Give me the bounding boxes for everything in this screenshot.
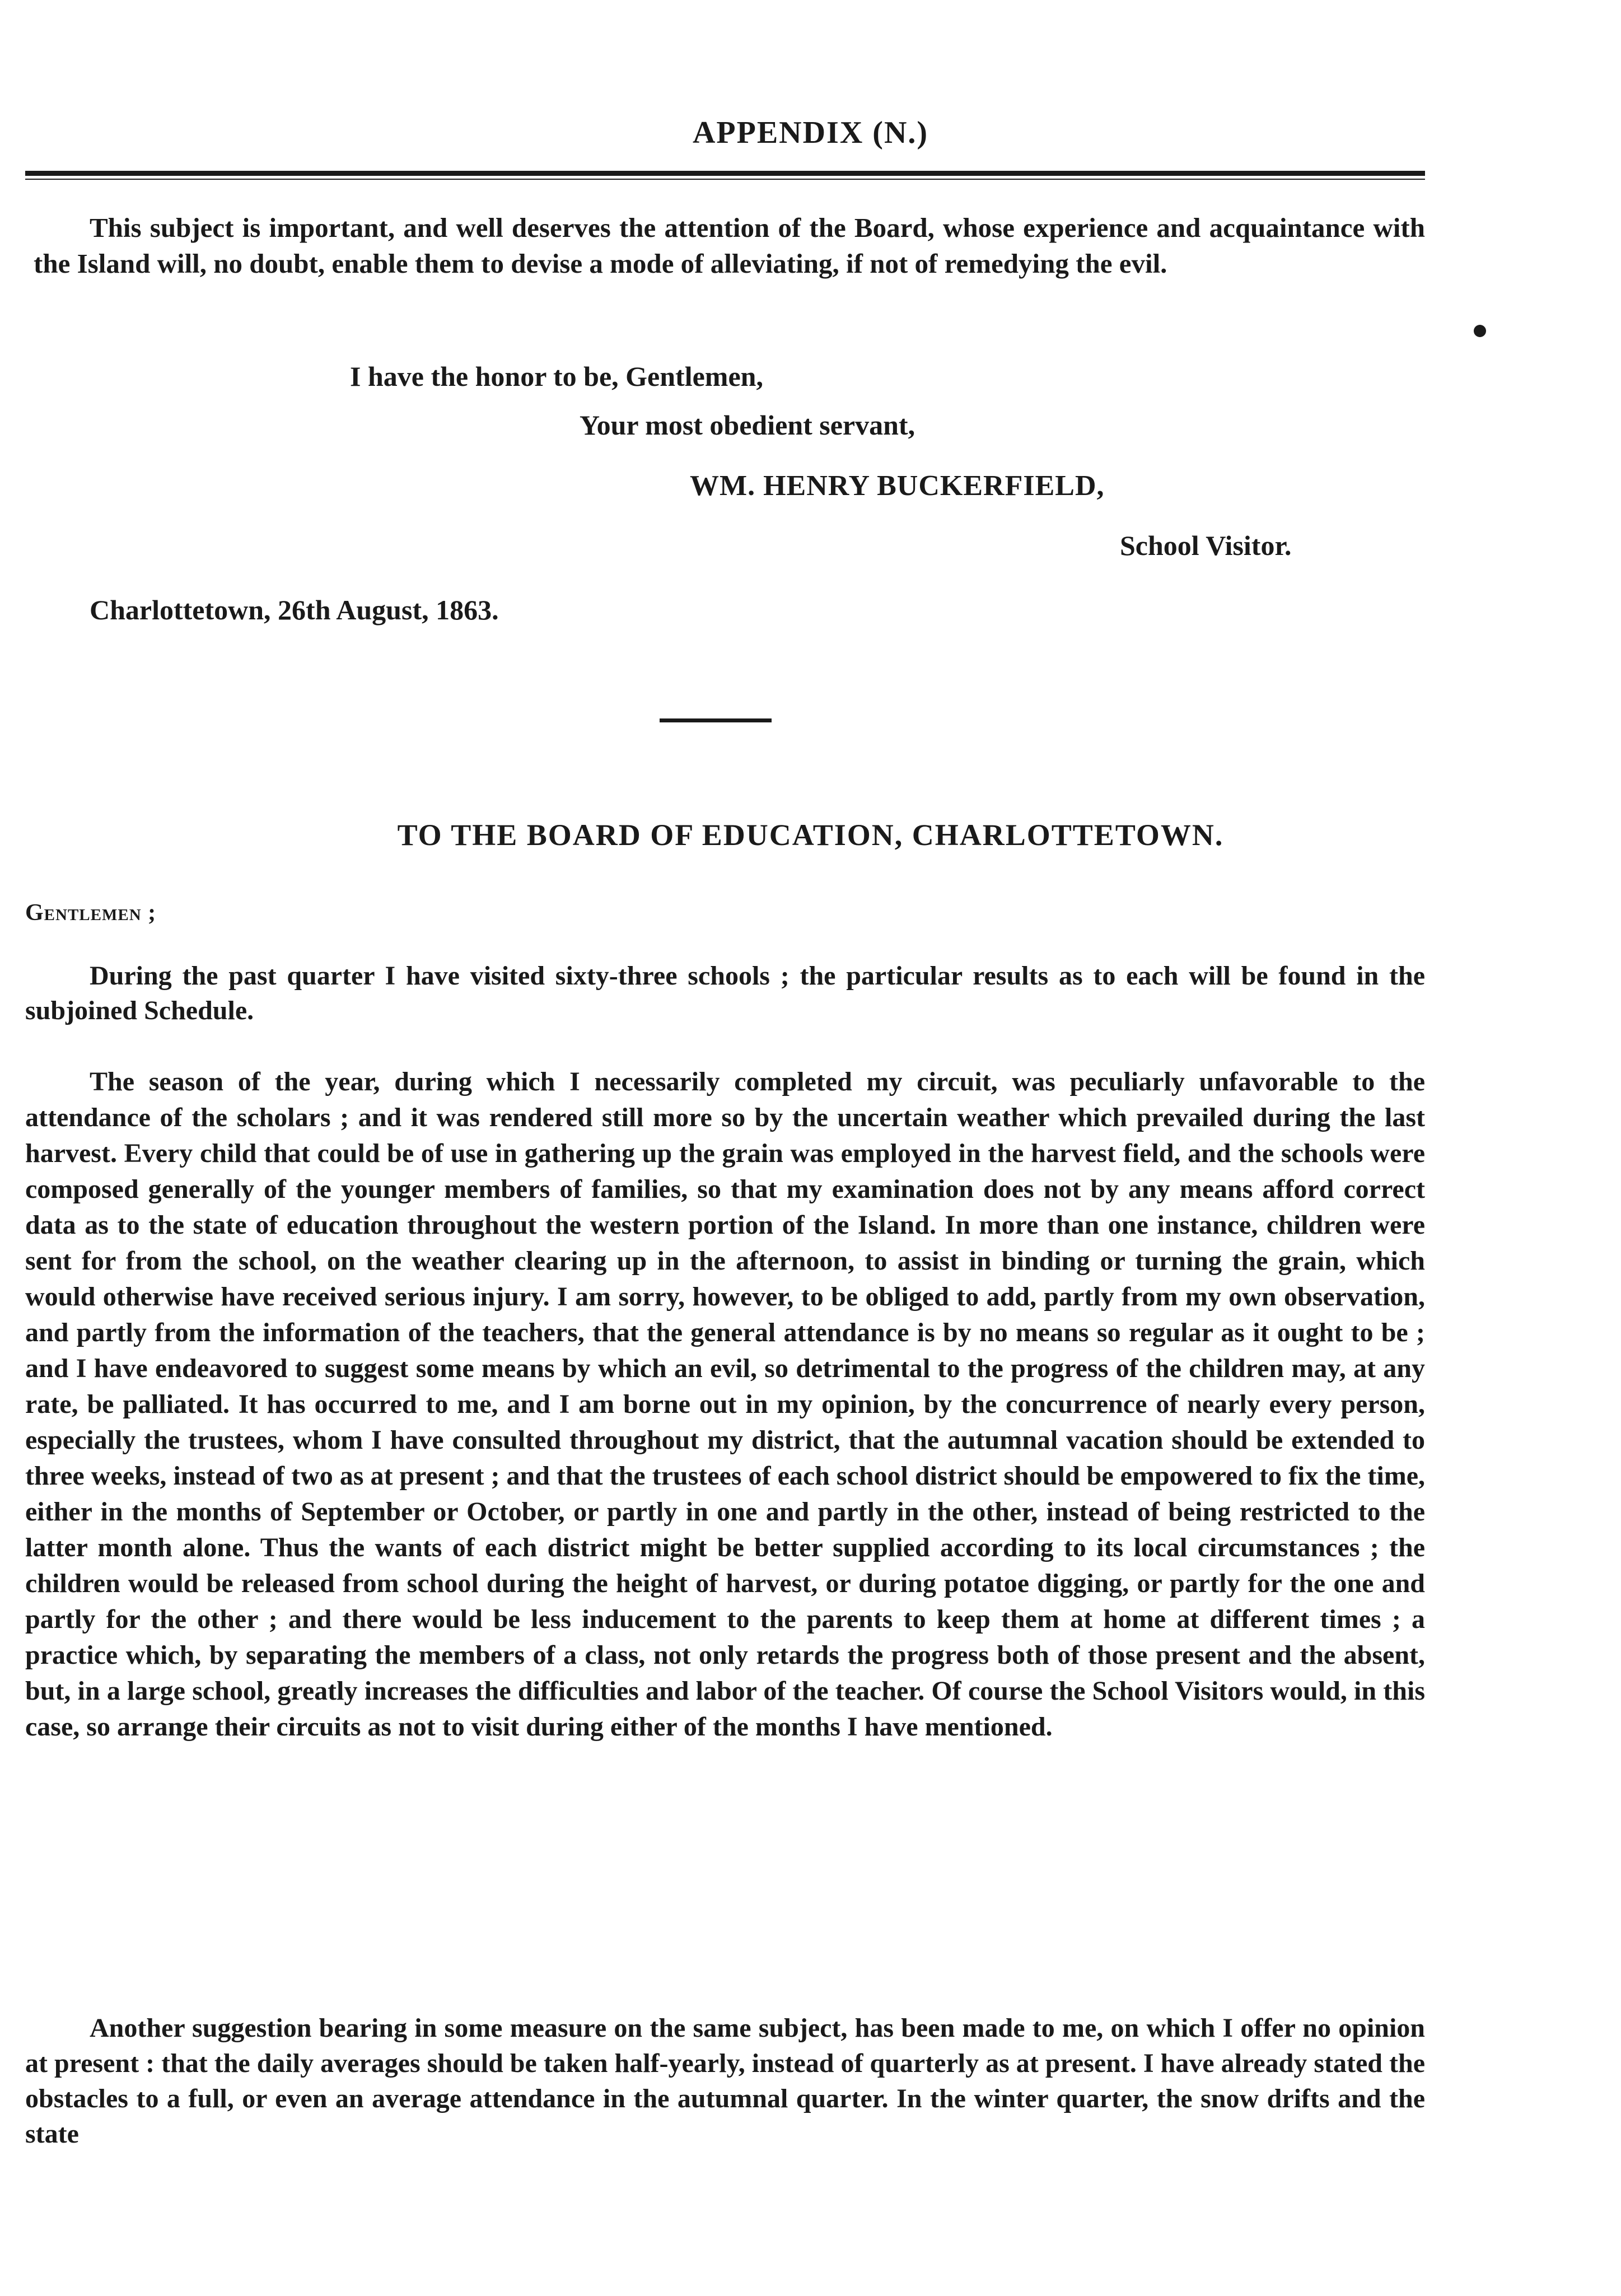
- header-rule-thin: [25, 179, 1425, 180]
- appendix-header: APPENDIX (N.): [692, 115, 929, 150]
- ink-spot: [1474, 325, 1486, 337]
- letter1-place-date: Charlottetown, 26th August, 1863.: [90, 594, 499, 626]
- letter1-valediction: Your most obedient servant,: [580, 409, 915, 441]
- section-divider: [660, 718, 772, 722]
- letter1-body: This subject is important, and well deserves the attention of the Board, whose experience and acquaintance with the Island will, no doubt, enable them to devise a mode of alleviating, if not of remedying the evil.: [34, 212, 1425, 279]
- letter1-signer-role: School Visitor.: [1120, 530, 1292, 561]
- letter2-paragraph-1: During the past quarter I have visited sixty-three schools ; the particular results as to each will be found in the subjoined Schedule.: [25, 961, 1425, 1025]
- letter2-title: TO THE BOARD OF EDUCATION, CHARLOTTETOWN.: [397, 818, 1224, 852]
- letter2-paragraph-3: Another suggestion bearing in some measure on the same subject, has been made to me, on which I offer no opinion at present : that the daily averages should be taken half-yearly, instead of quarterly as at present. I have already stated the obstacles to a full, or even an average attendance in the autumnal quarter. In the winter quarter, the snow drifts and the state: [25, 2013, 1425, 2149]
- letter2-paragraph-2: The season of the year, during which I necessarily completed my circuit, was peculiarly unfavorable to the attendance of the scholars ; and it was rendered still more so by the uncertain weather which prevailed during the last harvest. Every child that could be of use in gathering up the grain was employed in the harvest field, and the schools were composed generally of the younger members of families, so that my examination does not by any means afford correct data as to the state of education throughout the western portion of the Island. In more than one instance, children were sent for from the school, on the weather clearing up in the afternoon, to assist in binding or turning the grain, which would otherwise have received serious injury. I am sorry, however, to be obliged to add, partly from my own observation, and partly from the information of the teachers, that the general attendance is by no means so regular as it ought to be ; and I have endeavored to suggest some means by which an evil, so detrimental to the progress of the children may, at any rate, be palliated. It has occurred to me, and I am borne out in my opinion, by the concurrence of nearly every person, especially the trustees, whom I have consulted throughout my district, that the autumnal vacation should be extended to three weeks, instead of two as at present ; and that the trustees of each school district should be empowered to fix the time, either in the months of September or October, or partly in one and partly in the other, instead of being restricted to the latter month alone. Thus the wants of each district might be better supplied according to its local circumstances ; the children would be released from school during the height of harvest, or during potatoe digging, or partly for the one and partly for the other ; and there would be less inducement to the parents to keep them at home at different times ; a practice which, by separating the members of a class, not only retards the progress both of those present and the absent, but, in a large school, greatly increases the difficulties and labor of the teacher. Of course the School Visitors would, in this case, so arrange their circuits as not to visit during either of the months I have mentioned.: [25, 1067, 1425, 1742]
- letter2-greeting: Gentlemen ;: [25, 900, 157, 926]
- header-rule-thick: [25, 171, 1425, 176]
- letter1-signature: WM. HENRY BUCKERFIELD,: [690, 470, 1105, 502]
- letter1-salutation: I have the honor to be, Gentlemen,: [350, 361, 763, 392]
